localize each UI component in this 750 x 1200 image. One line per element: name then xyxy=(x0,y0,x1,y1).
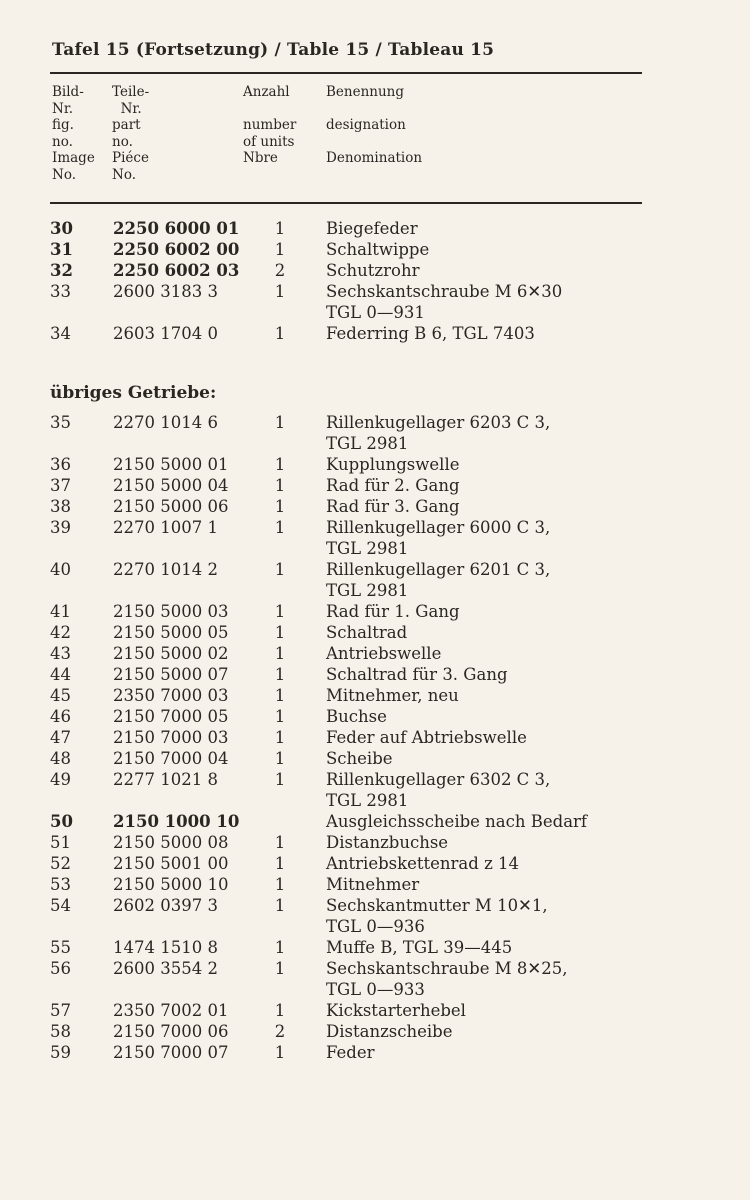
row-part-no: 2250 6002 00 xyxy=(113,240,240,259)
row-designation: Rillenkugellager 6201 C 3, xyxy=(326,560,551,579)
table-row xyxy=(0,706,750,727)
col-header-image-no: Bild- Nr. fig. no. Image No. xyxy=(52,84,95,183)
row-designation: Feder auf Abtriebswelle xyxy=(326,728,527,747)
table-row xyxy=(0,475,750,496)
row-designation-continued: TGL 0—936 xyxy=(326,917,425,936)
row-designation: Kickstarterhebel xyxy=(326,1001,466,1020)
table-row xyxy=(0,517,750,559)
row-image-no: 33 xyxy=(50,282,71,301)
row-quantity: 1 xyxy=(274,560,286,579)
row-designation-continued: TGL 2981 xyxy=(326,539,409,558)
table-row xyxy=(0,685,750,706)
row-part-no: 2150 5000 05 xyxy=(113,623,229,642)
row-designation: Antriebswelle xyxy=(326,644,442,663)
row-quantity: 1 xyxy=(274,665,286,684)
row-designation: Rillenkugellager 6302 C 3, xyxy=(326,770,551,789)
row-quantity: 1 xyxy=(274,770,286,789)
row-quantity: 1 xyxy=(274,282,286,301)
row-image-no: 41 xyxy=(50,602,71,621)
row-quantity: 1 xyxy=(274,476,286,495)
row-image-no: 39 xyxy=(50,518,71,537)
table-row xyxy=(0,281,750,323)
row-part-no: 2150 7000 06 xyxy=(113,1022,229,1041)
row-image-no: 58 xyxy=(50,1022,71,1041)
row-quantity: 1 xyxy=(274,623,286,642)
row-part-no: 1474 1510 8 xyxy=(113,938,218,957)
row-image-no: 36 xyxy=(50,455,71,474)
table-row xyxy=(0,958,750,1000)
row-quantity: 1 xyxy=(274,749,286,768)
row-designation: Mitnehmer xyxy=(326,875,420,894)
row-part-no: 2150 5001 00 xyxy=(113,854,229,873)
row-image-no: 46 xyxy=(50,707,71,726)
table-row xyxy=(0,559,750,601)
row-image-no: 47 xyxy=(50,728,71,747)
row-quantity: 1 xyxy=(274,240,286,259)
table-row xyxy=(0,323,750,344)
table-row xyxy=(0,769,750,811)
row-quantity: 1 xyxy=(274,854,286,873)
table-row xyxy=(0,874,750,895)
row-quantity: 1 xyxy=(274,497,286,516)
table-row xyxy=(0,622,750,643)
row-designation: Sechskantschraube M 6✕30 xyxy=(326,282,563,301)
row-designation: Antriebskettenrad z 14 xyxy=(326,854,520,873)
row-part-no: 2150 7000 07 xyxy=(113,1043,229,1062)
row-designation-continued: TGL 0—933 xyxy=(326,980,425,999)
row-image-no: 34 xyxy=(50,324,71,343)
row-part-no: 2150 5000 04 xyxy=(113,476,229,495)
row-image-no: 57 xyxy=(50,1001,71,1020)
row-image-no: 31 xyxy=(50,240,73,259)
row-designation: Rad für 1. Gang xyxy=(326,602,460,621)
row-image-no: 55 xyxy=(50,938,71,957)
row-quantity: 2 xyxy=(274,261,286,280)
row-quantity: 1 xyxy=(274,959,286,978)
row-image-no: 44 xyxy=(50,665,71,684)
row-designation: Buchse xyxy=(326,707,387,726)
row-designation: Kupplungswelle xyxy=(326,455,460,474)
row-designation: Rad für 2. Gang xyxy=(326,476,460,495)
row-part-no: 2270 1014 6 xyxy=(113,413,218,432)
table-row xyxy=(0,239,750,260)
table-row xyxy=(0,664,750,685)
row-designation: Schaltrad für 3. Gang xyxy=(326,665,508,684)
table-row xyxy=(0,1021,750,1042)
row-designation-continued: TGL 2981 xyxy=(326,434,409,453)
row-quantity: 1 xyxy=(274,518,286,537)
row-designation: Rad für 3. Gang xyxy=(326,497,460,516)
table-row xyxy=(0,748,750,769)
row-part-no: 2600 3183 3 xyxy=(113,282,218,301)
table-row xyxy=(0,895,750,937)
table-row xyxy=(0,811,750,832)
table-row xyxy=(0,727,750,748)
row-part-no: 2270 1014 2 xyxy=(113,560,218,579)
row-image-no: 49 xyxy=(50,770,71,789)
table-row xyxy=(0,1000,750,1021)
table-row xyxy=(0,412,750,454)
row-image-no: 59 xyxy=(50,1043,71,1062)
row-part-no: 2150 1000 10 xyxy=(113,812,240,831)
row-quantity: 1 xyxy=(274,728,286,747)
row-quantity: 1 xyxy=(274,833,286,852)
row-part-no: 2150 5000 10 xyxy=(113,875,229,894)
row-image-no: 56 xyxy=(50,959,71,978)
row-image-no: 38 xyxy=(50,497,71,516)
row-image-no: 45 xyxy=(50,686,71,705)
row-part-no: 2150 5000 07 xyxy=(113,665,229,684)
row-quantity: 1 xyxy=(274,644,286,663)
row-designation-continued: TGL 0—931 xyxy=(326,303,425,322)
row-image-no: 43 xyxy=(50,644,71,663)
row-image-no: 30 xyxy=(50,219,73,238)
row-part-no: 2150 7000 05 xyxy=(113,707,229,726)
row-designation: Rillenkugellager 6203 C 3, xyxy=(326,413,551,432)
row-part-no: 2150 5000 01 xyxy=(113,455,229,474)
row-part-no: 2602 0397 3 xyxy=(113,896,218,915)
row-quantity: 1 xyxy=(274,686,286,705)
table-row xyxy=(0,218,750,239)
row-designation: Schaltrad xyxy=(326,623,408,642)
row-designation: Sechskantmutter M 10✕1, xyxy=(326,896,548,915)
row-image-no: 35 xyxy=(50,413,71,432)
row-designation: Rillenkugellager 6000 C 3, xyxy=(326,518,551,537)
row-part-no: 2250 6002 03 xyxy=(113,261,240,280)
row-part-no: 2270 1007 1 xyxy=(113,518,218,537)
row-image-no: 52 xyxy=(50,854,71,873)
row-designation: Schaltwippe xyxy=(326,240,430,259)
table-row xyxy=(0,454,750,475)
row-image-no: 54 xyxy=(50,896,71,915)
row-image-no: 51 xyxy=(50,833,71,852)
row-image-no: 42 xyxy=(50,623,71,642)
row-part-no: 2350 7002 01 xyxy=(113,1001,229,1020)
row-designation: Distanzbuchse xyxy=(326,833,449,852)
row-part-no: 2603 1704 0 xyxy=(113,324,218,343)
row-quantity: 1 xyxy=(274,219,286,238)
table-row xyxy=(0,937,750,958)
row-image-no: 37 xyxy=(50,476,71,495)
row-quantity: 1 xyxy=(274,413,286,432)
table-row xyxy=(0,260,750,281)
row-designation: Schutzrohr xyxy=(326,261,420,280)
row-part-no: 2150 5000 03 xyxy=(113,602,229,621)
row-designation: Ausgleichsscheibe nach Bedarf xyxy=(326,812,588,831)
col-header-part-no: Teile- Nr. part no. Piéce No. xyxy=(112,84,150,183)
row-part-no: 2600 3554 2 xyxy=(113,959,218,978)
row-quantity: 1 xyxy=(274,938,286,957)
row-quantity: 1 xyxy=(274,602,286,621)
row-part-no: 2150 7000 03 xyxy=(113,728,229,747)
row-quantity: 1 xyxy=(274,1001,286,1020)
row-part-no: 2150 5000 06 xyxy=(113,497,229,516)
row-part-no: 2350 7000 03 xyxy=(113,686,229,705)
table-row xyxy=(0,601,750,622)
row-designation-continued: TGL 2981 xyxy=(326,581,409,600)
row-designation: Muffe B, TGL 39—445 xyxy=(326,938,513,957)
row-image-no: 50 xyxy=(50,812,73,831)
row-designation: Scheibe xyxy=(326,749,393,768)
row-designation: Sechskantschraube M 8✕25, xyxy=(326,959,568,978)
row-part-no: 2150 5000 02 xyxy=(113,644,229,663)
table-row xyxy=(0,832,750,853)
row-quantity: 1 xyxy=(274,1043,286,1062)
row-designation: Federring B 6, TGL 7403 xyxy=(326,324,535,343)
col-header-quantity: Anzahl number of units Nbre xyxy=(243,84,297,166)
col-header-designation: Benennung designation Denomination xyxy=(326,84,423,166)
row-part-no: 2250 6000 01 xyxy=(113,219,240,238)
row-designation: Feder xyxy=(326,1043,375,1062)
row-part-no: 2150 7000 04 xyxy=(113,749,229,768)
row-quantity: 1 xyxy=(274,324,286,343)
table-row xyxy=(0,643,750,664)
row-designation: Distanzscheibe xyxy=(326,1022,453,1041)
row-quantity: 1 xyxy=(274,875,286,894)
section-heading: übriges Getriebe: xyxy=(50,383,217,403)
row-designation: Mitnehmer, neu xyxy=(326,686,459,705)
table-row xyxy=(0,853,750,874)
table-row xyxy=(0,496,750,517)
row-image-no: 32 xyxy=(50,261,73,280)
row-designation: Biegefeder xyxy=(326,219,418,238)
page-title: Tafel 15 (Fortsetzung) / Table 15 / Tableau 15 xyxy=(52,40,495,60)
row-designation-continued: TGL 2981 xyxy=(326,791,409,810)
row-image-no: 40 xyxy=(50,560,71,579)
row-image-no: 48 xyxy=(50,749,71,768)
table-row xyxy=(0,1042,750,1063)
row-part-no: 2150 5000 08 xyxy=(113,833,229,852)
row-image-no: 53 xyxy=(50,875,71,894)
row-quantity: 2 xyxy=(274,1022,286,1041)
row-quantity: 1 xyxy=(274,455,286,474)
row-quantity: 1 xyxy=(274,707,286,726)
row-quantity: 1 xyxy=(274,896,286,915)
row-part-no: 2277 1021 8 xyxy=(113,770,218,789)
